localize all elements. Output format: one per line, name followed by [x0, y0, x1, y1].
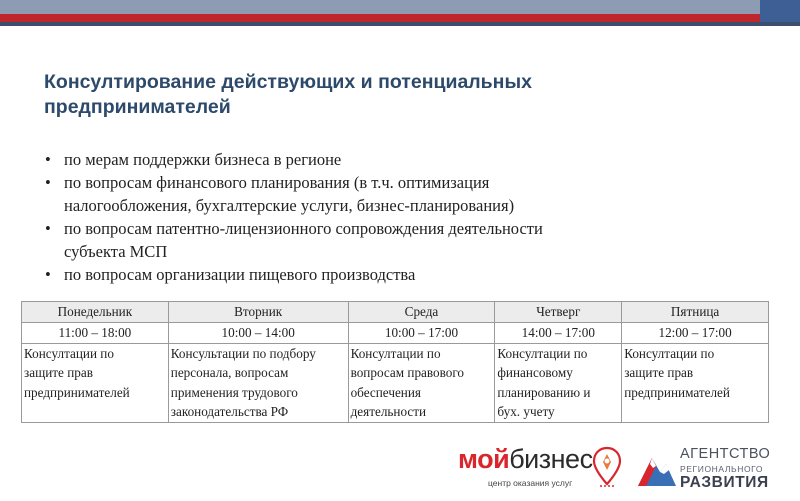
topic-line: вопросам правового: [350, 365, 465, 381]
schedule-table: [21, 301, 769, 423]
bullet-text: по мерам поддержки бизнеса в регионе: [64, 150, 342, 169]
topic-line: обеспечения: [350, 384, 421, 400]
bullet-item: [44, 263, 764, 286]
hours-wednesday: 10:00 – 17:00: [348, 322, 495, 343]
bullet-dot: •: [45, 150, 51, 169]
bullet-text: налогообложения, бухгалтерские услуги, бизнес-планирования): [64, 196, 515, 215]
day-header-friday: Пятница: [622, 302, 769, 323]
hours-thursday: 14:00 – 17:00: [495, 322, 622, 343]
bullet-item: [44, 217, 764, 263]
topic-friday: [622, 343, 769, 422]
topic-line: применения трудового: [170, 384, 298, 400]
header-blue-block: [760, 0, 800, 22]
mountain-emblem-icon: [636, 450, 678, 490]
hours-monday: 11:00 – 18:00: [22, 322, 169, 343]
topic-line: защите прав: [624, 365, 694, 381]
day-header-tuesday: Вторник: [168, 302, 348, 323]
topic-line: предпринимателей: [24, 384, 130, 400]
agency-name-line-2: РЕГИОНАЛЬНОГО: [680, 464, 764, 474]
topic-wednesday: [348, 343, 495, 422]
moibiznes-wordmark-part2: бизнес: [509, 444, 593, 474]
bullet-text: субъекта МСП: [64, 242, 168, 261]
schedule-hours-row: [22, 322, 769, 343]
day-header-thursday: Четверг: [495, 302, 622, 323]
header-decoration-bar: [0, 0, 800, 22]
hours-tuesday: 10:00 – 14:00: [168, 322, 348, 343]
topic-line: Консультации по подбору: [170, 345, 316, 361]
header-grey-stripe: [0, 0, 800, 14]
bullet-text: по вопросам патентно-лицензионного сопровождения деятельности: [64, 219, 543, 238]
slide-title-line-1: Консултирование действующих и потенциальных: [44, 71, 532, 93]
topic-line: Консултации по: [350, 345, 441, 361]
agency-logo: [636, 446, 786, 492]
slide-title: [44, 70, 764, 120]
topic-thursday: [495, 343, 622, 422]
bullet-dot: •: [45, 173, 51, 192]
topic-line: Консултации по: [24, 345, 114, 361]
topics-bullet-list: [44, 148, 764, 286]
hours-friday: 12:00 – 17:00: [622, 322, 769, 343]
topic-line: финансовому: [497, 365, 573, 381]
schedule-topics-row: [22, 343, 769, 422]
bullet-dot: •: [45, 265, 51, 284]
header-red-stripe: [0, 14, 760, 22]
topic-line: Консултации по: [624, 345, 715, 361]
bullet-item: [44, 171, 764, 217]
bullet-text: по вопросам организации пищевого производства: [64, 265, 416, 284]
header-dark-line: [0, 22, 800, 26]
topic-line: Консултации по: [497, 345, 588, 361]
slide-title-line-2: предпринимателей: [44, 96, 231, 118]
topic-line: планированию и: [497, 384, 591, 400]
bullet-text: по вопросам финансового планирования (в т.ч. оптимизация: [64, 173, 490, 192]
day-header-monday: Понедельник: [22, 302, 169, 323]
agency-name-line-3: РАЗВИТИЯ: [680, 474, 769, 491]
location-pin-icon: [592, 446, 622, 488]
topic-line: законодательства РФ: [170, 404, 289, 420]
moibiznes-wordmark-part1: мой: [458, 444, 510, 474]
topic-line: предпринимателей: [624, 384, 730, 400]
topic-line: деятельности: [350, 404, 427, 420]
agency-name-line-1: АГЕНТСТВО: [680, 446, 771, 462]
topic-monday: [22, 343, 169, 422]
topic-line: защите прав: [24, 365, 93, 381]
bullet-dot: •: [45, 219, 51, 238]
moibiznes-logo: [458, 444, 628, 494]
bullet-item: [44, 148, 764, 171]
topic-line: персонала, вопросам: [170, 365, 289, 381]
schedule-header-row: [22, 302, 769, 323]
topic-line: бух. учету: [497, 404, 555, 420]
moibiznes-subtitle: центр оказания услуг: [488, 478, 573, 488]
topic-tuesday: [168, 343, 348, 422]
moibiznes-wordmark: [458, 444, 593, 475]
day-header-wednesday: Среда: [348, 302, 495, 323]
